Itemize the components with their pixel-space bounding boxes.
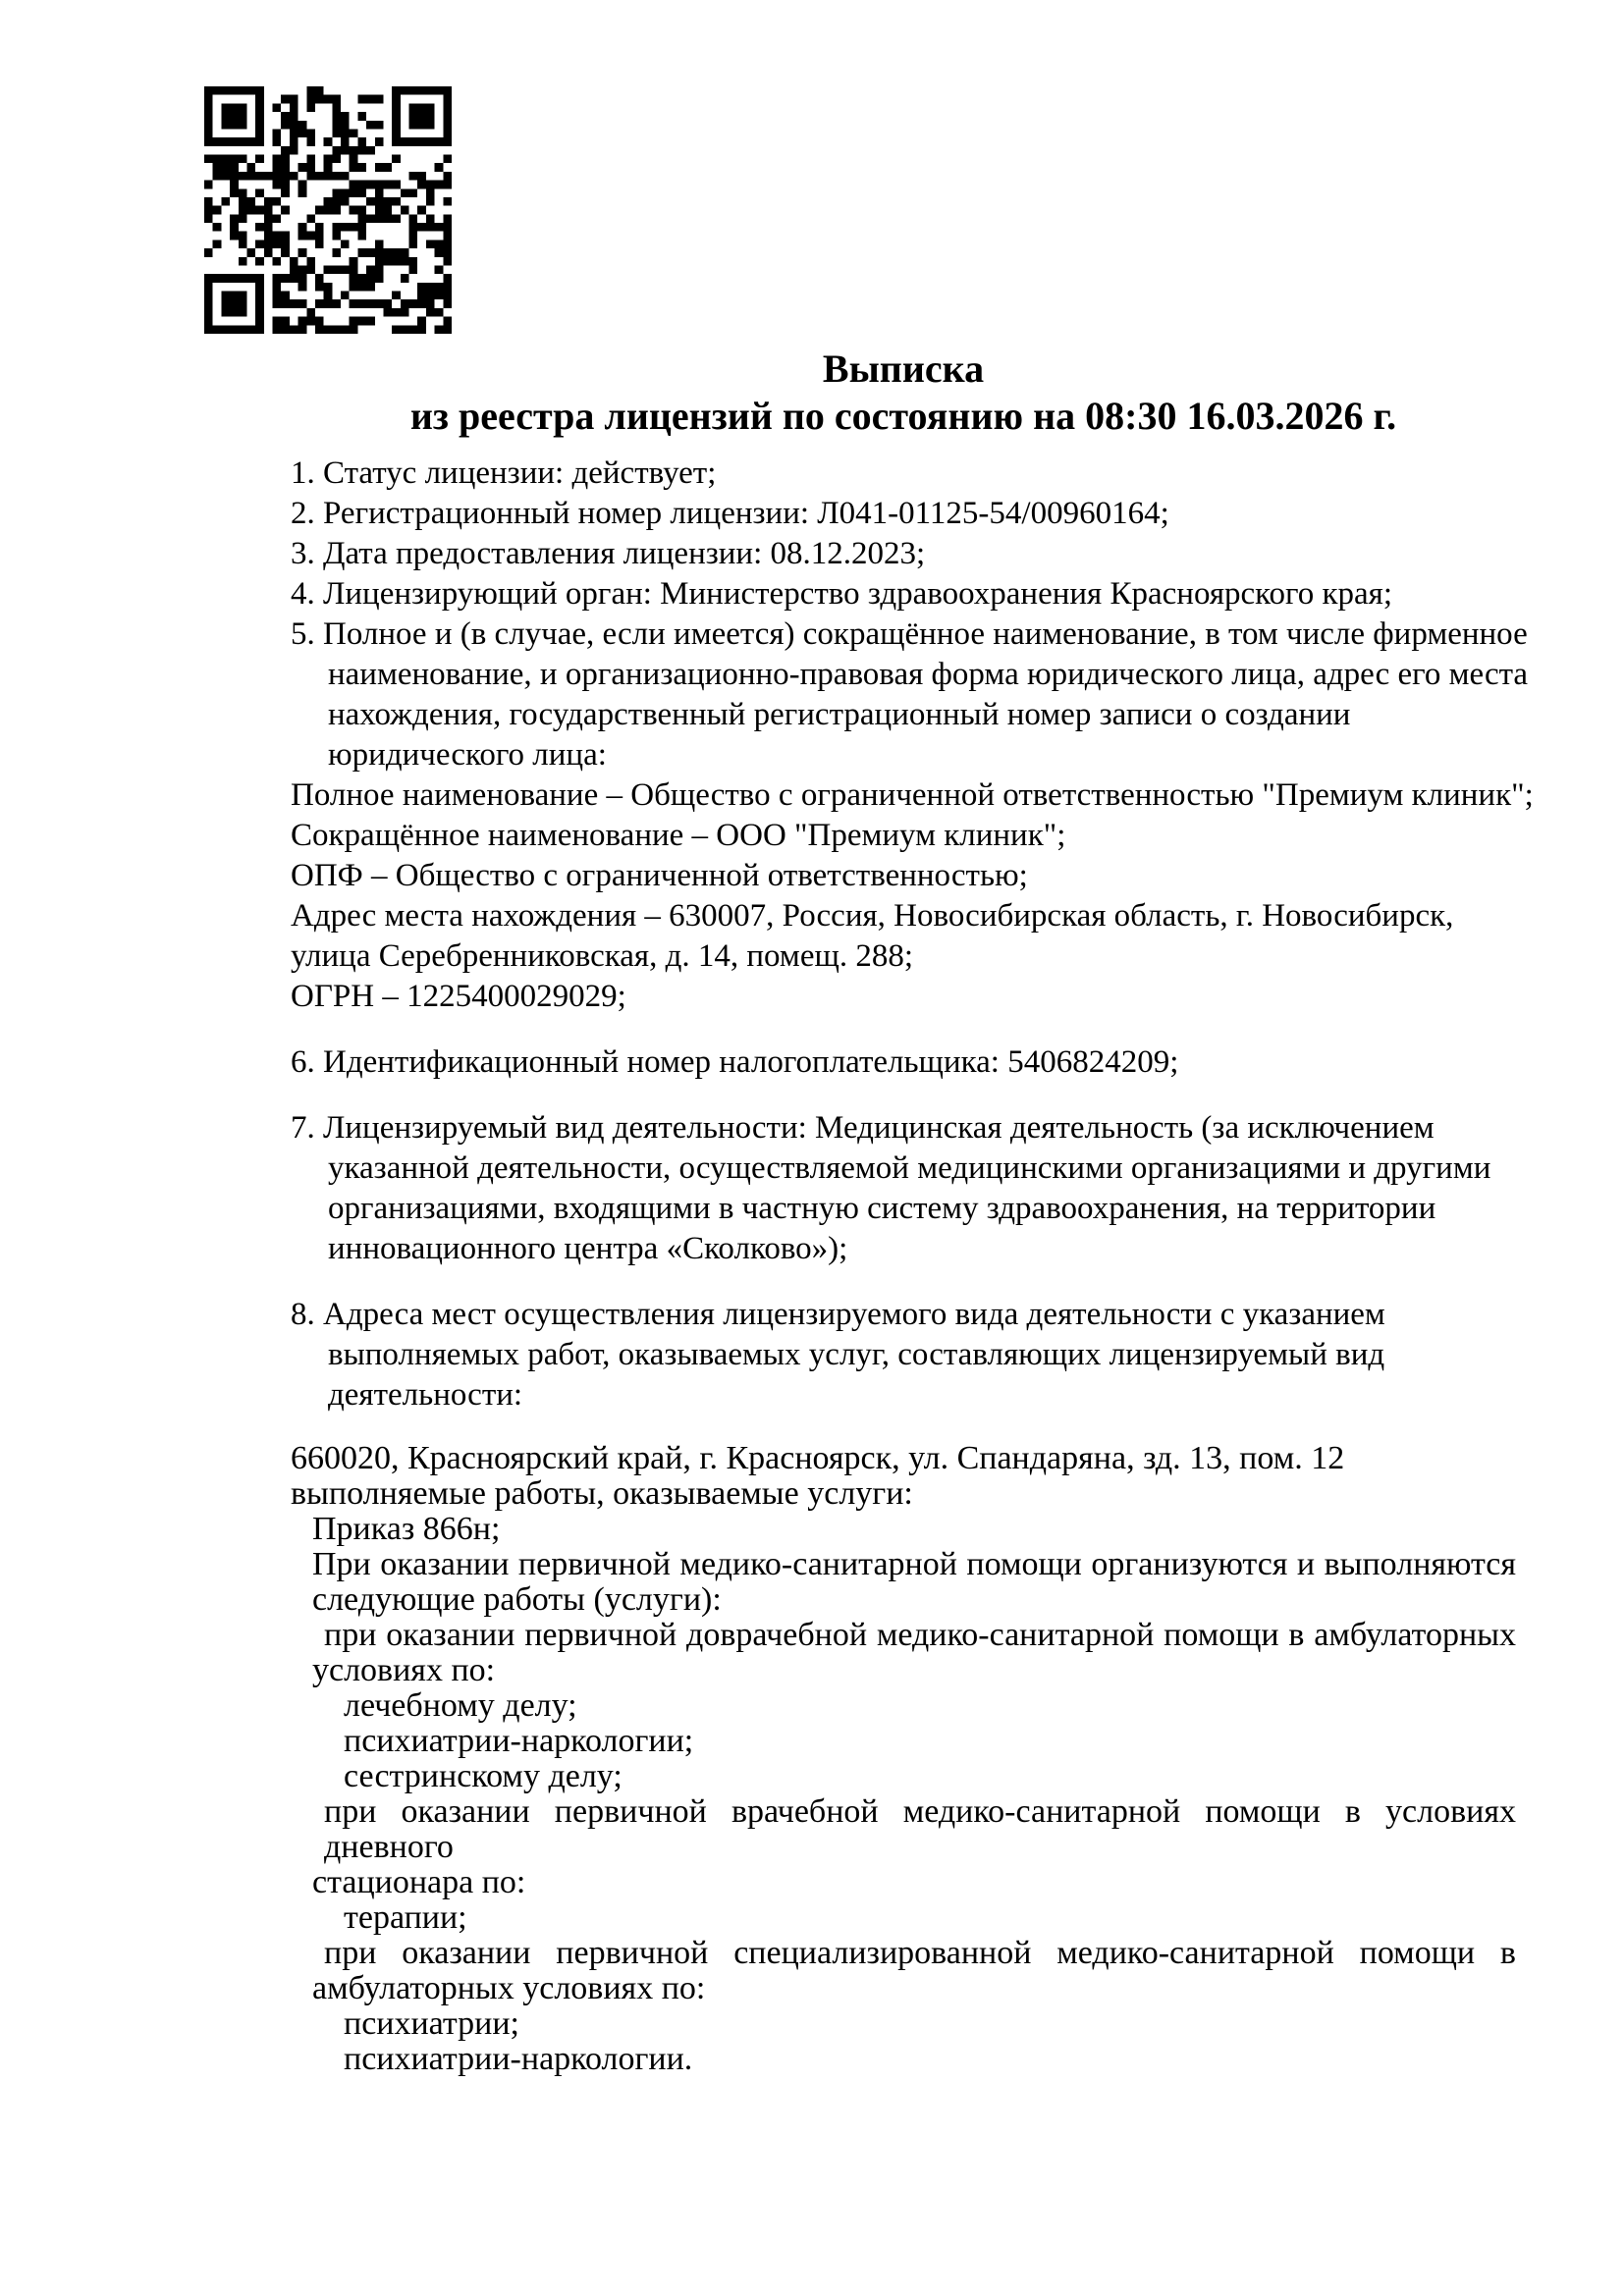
document-content — [291, 0, 1534, 2077]
primary-care-intro-line-1: При оказании первичной медико-санитарной помощи организуются и выполняются — [312, 1546, 1516, 1582]
legal-form: ОПФ – Общество с ограниченной ответственностью; — [291, 858, 1028, 893]
item-activity-addresses-line-1: 8. Адреса мест осуществления лицензируемого вида деятельности с указанием — [291, 1297, 1385, 1332]
item-legal-name-line-3: нахождения, государственный регистрационный номер записи о создании — [328, 697, 1351, 732]
primary-care-intro-line-2: следующие работы (услуги): — [312, 1581, 722, 1618]
item-license-status: 1. Статус лицензии: действует; — [291, 455, 717, 491]
item-activity-addresses-line-2: выполняемых работ, оказываемых услуг, составляющих лицензируемый вид — [328, 1337, 1385, 1372]
specialized-care-line-1: при оказании первичной специализированной медико-санитарной помощи в — [324, 1935, 1516, 1971]
full-name: Полное наименование – Общество с ограниченной ответственностью "Премиум клиник"; — [291, 777, 1534, 813]
registered-address-line-1: Адрес места нахождения – 630007, Россия, Новосибирская область, г. Новосибирск, — [291, 898, 1454, 934]
item-registration-number: 2. Регистрационный номер лицензии: Л041-01125-54/00960164; — [291, 496, 1169, 531]
works-services-header: выполняемые работы, оказываемые услуги: — [291, 1475, 913, 1512]
specialized-care-line-2: амбулаторных условиях по: — [312, 1970, 706, 2006]
short-name: Сокращённое наименование – ООО "Премиум клиник"; — [291, 818, 1066, 853]
item-legal-name-line-2: наименование, и организационно-правовая форма юридического лица, адрес его места — [328, 657, 1529, 692]
item-licensed-activity-line-4: инновационного центра «Сколково»); — [328, 1231, 848, 1266]
item-legal-name-line-1: 5. Полное и (в случае, если имеется) сокращённое наименование, в том числе фирменное — [291, 616, 1528, 652]
physician-care-line-2: стационара по: — [312, 1864, 526, 1900]
item-licensed-activity-line-2: указанной деятельности, осуществляемой медицинскими организациями и другими — [328, 1150, 1491, 1186]
service-therapy: терапии; — [344, 1899, 467, 1936]
activity-address-block — [291, 1441, 1516, 2077]
ogrn: ОГРН – 1225400029029; — [291, 979, 626, 1014]
physician-care-line-1: при оказании первичной врачебной медико-санитарной помощи в условиях дневного — [324, 1793, 1516, 1865]
item-licensing-authority: 4. Лицензирующий орган: Министерство здравоохранения Красноярского края; — [291, 576, 1392, 612]
service-general-medicine: лечебному делу; — [344, 1687, 577, 1724]
item-grant-date: 3. Дата предоставления лицензии: 08.12.2023; — [291, 536, 926, 571]
item-legal-name-line-4: юридического лица: — [328, 737, 607, 773]
service-psychiatry-narcology-1: психиатрии-наркологии; — [344, 1723, 694, 1759]
license-details-list — [291, 454, 1534, 1415]
item-activity-addresses-line-3: деятельности: — [328, 1377, 523, 1413]
pre-medical-care-line-1: при оказании первичной доврачебной медико-санитарной помощи в амбулаторных — [324, 1617, 1516, 1653]
item-licensed-activity-line-3: организациями, входящими в частную систему здравоохранения, на территории — [328, 1191, 1436, 1226]
registered-address-line-2: улица Серебренниковская, д. 14, помещ. 288; — [291, 938, 914, 974]
title-line-1: Выписка — [822, 347, 985, 391]
item-inn: 6. Идентификационный номер налогоплательщика: 5406824209; — [291, 1044, 1179, 1080]
service-psychiatry-narcology-2: психиатрии-наркологии. — [344, 2041, 693, 2077]
item-licensed-activity-line-1: 7. Лицензируемый вид деятельности: Медицинская деятельность (за исключением — [291, 1110, 1435, 1146]
work-address: 660020, Красноярский край, г. Красноярск, ул. Спандаряна, зд. 13, пом. 12 — [291, 1440, 1345, 1476]
service-nursing: сестринскому делу; — [344, 1758, 623, 1794]
document-title — [291, 346, 1516, 440]
title-line-2: из реестра лицензий по состоянию на 08:30 16.03.2026 г. — [409, 394, 1397, 438]
service-psychiatry: психиатрии; — [344, 2005, 519, 2042]
pre-medical-care-line-2: условиях по: — [312, 1652, 496, 1688]
order-866n: Приказ 866н; — [312, 1511, 501, 1547]
